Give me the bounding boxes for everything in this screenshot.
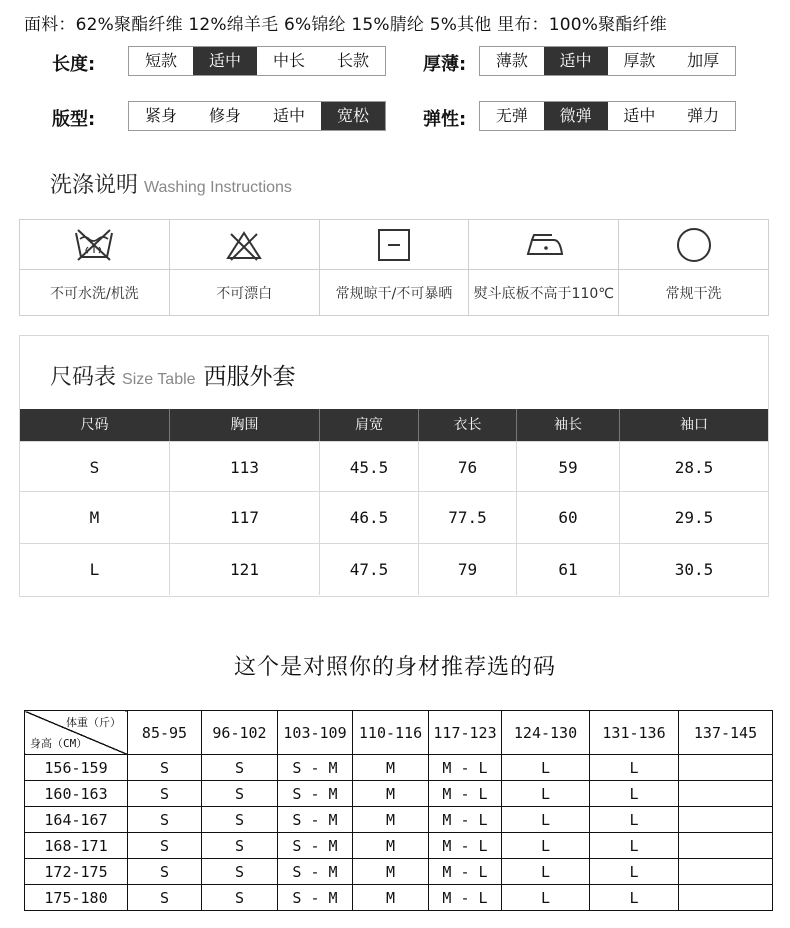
recommended-size-cell: M xyxy=(353,755,429,781)
table-row xyxy=(20,491,768,543)
size-table-title xyxy=(50,358,296,391)
wash-item-text: 熨斗底板不高于110℃ xyxy=(473,285,615,302)
size-cell: 117 xyxy=(170,492,320,543)
size-cell: 79 xyxy=(419,544,517,595)
thickness-option-3[interactable]: 加厚 xyxy=(687,51,720,70)
recommended-size-cell xyxy=(679,885,773,911)
recommended-size-cell: L xyxy=(590,859,679,885)
height-axis-label: 身高（CM） xyxy=(30,737,88,750)
recommended-size-cell: S - M xyxy=(278,859,353,885)
size-cell: 76 xyxy=(419,442,517,493)
recommend-header-row xyxy=(25,711,773,755)
recommended-size-cell xyxy=(679,755,773,781)
length-selector[interactable] xyxy=(128,46,386,76)
table-row xyxy=(20,543,768,595)
size-col-header: 袖长 xyxy=(517,409,620,441)
size-col-header: 胸围 xyxy=(170,409,320,441)
length-label: 长度: xyxy=(52,54,96,75)
size-cell: 121 xyxy=(170,544,320,595)
recommended-size-cell: M xyxy=(353,885,429,911)
recommended-size-cell: S xyxy=(128,885,202,911)
recommended-size-cell: L xyxy=(590,807,679,833)
recommend-table xyxy=(24,710,773,911)
height-range-cell: 168-171 xyxy=(25,833,128,859)
table-row xyxy=(25,885,773,911)
elasticity-option-3[interactable]: 弹力 xyxy=(687,106,720,125)
recommended-size-cell: L xyxy=(502,755,590,781)
fit-option-2[interactable]: 适中 xyxy=(272,106,305,125)
weight-range-header: 110-116 xyxy=(353,711,429,755)
weight-range-header: 137-145 xyxy=(679,711,773,755)
size-col-header: 尺码 xyxy=(20,409,170,441)
fit-selector[interactable] xyxy=(128,101,386,131)
table-row xyxy=(25,755,773,781)
recommended-size-cell: L xyxy=(590,833,679,859)
recommended-size-cell: S xyxy=(202,833,278,859)
recommended-size-cell: S xyxy=(128,807,202,833)
size-cell: 113 xyxy=(170,442,320,493)
recommended-size-cell: S - M xyxy=(278,885,353,911)
fit-option-3[interactable]: 宽松 xyxy=(321,102,385,130)
recommended-size-cell: S xyxy=(128,859,202,885)
recommended-size-cell: M - L xyxy=(429,755,502,781)
recommended-size-cell: L xyxy=(590,755,679,781)
weight-range-header: 131-136 xyxy=(590,711,679,755)
wash-item-text: 常规干洗 xyxy=(665,285,722,302)
recommended-size-cell xyxy=(679,859,773,885)
size-cell: 28.5 xyxy=(674,458,714,477)
recommended-size-cell: M - L xyxy=(429,781,502,807)
size-table-title-en: Size Table xyxy=(122,371,196,388)
weight-range-header: 103-109 xyxy=(278,711,353,755)
length-option-3[interactable]: 长款 xyxy=(336,51,369,70)
washing-title-en: Washing Instructions xyxy=(144,179,292,196)
weight-range-header: 96-102 xyxy=(202,711,278,755)
recommended-size-cell xyxy=(679,833,773,859)
recommended-size-cell: M - L xyxy=(429,833,502,859)
line-dry-icon xyxy=(320,220,469,270)
weight-range-header: 85-95 xyxy=(128,711,202,755)
recommended-size-cell: S xyxy=(202,807,278,833)
size-cell: 45.5 xyxy=(320,442,419,493)
elasticity-selector[interactable] xyxy=(479,101,736,131)
elasticity-option-0[interactable]: 无弹 xyxy=(495,106,528,125)
recommended-size-cell: M xyxy=(353,781,429,807)
size-cell: S xyxy=(20,442,170,493)
weight-range-header: 117-123 xyxy=(429,711,502,755)
recommended-size-cell: S xyxy=(202,755,278,781)
thickness-label: 厚薄: xyxy=(423,54,467,75)
recommended-size-cell: L xyxy=(502,833,590,859)
table-row xyxy=(25,781,773,807)
size-table-header xyxy=(20,409,768,441)
size-cell: 30.5 xyxy=(674,560,714,579)
recommended-size-cell: S - M xyxy=(278,807,353,833)
size-table xyxy=(19,335,769,597)
size-cell: 47.5 xyxy=(320,544,419,595)
recommended-size-cell: M - L xyxy=(429,859,502,885)
recommended-size-cell: M xyxy=(353,833,429,859)
wash-item-text: 常规晾干/不可暴晒 xyxy=(335,285,453,302)
recommended-size-cell: L xyxy=(502,859,590,885)
recommended-size-cell: S xyxy=(202,781,278,807)
recommended-size-cell: L xyxy=(502,807,590,833)
height-range-cell: 156-159 xyxy=(25,755,128,781)
size-cell: 61 xyxy=(517,544,620,595)
iron-icon xyxy=(469,220,618,270)
thickness-option-0[interactable]: 薄款 xyxy=(495,51,528,70)
recommended-size-cell xyxy=(679,781,773,807)
wash-item-line-dry xyxy=(320,220,470,315)
size-col-header: 袖口 xyxy=(680,417,708,433)
no-bleach-icon xyxy=(170,220,319,270)
recommended-size-cell: L xyxy=(502,885,590,911)
washing-title xyxy=(50,168,292,199)
thickness-option-2[interactable]: 厚款 xyxy=(623,51,656,70)
wash-item-no-wash xyxy=(20,220,170,315)
washing-title-cn: 洗涤说明 xyxy=(50,173,139,198)
size-cell: 77.5 xyxy=(419,492,517,543)
size-col-header: 肩宽 xyxy=(320,409,419,441)
thickness-selector[interactable] xyxy=(479,46,736,76)
wash-item-text: 不可漂白 xyxy=(216,285,273,302)
recommended-size-cell xyxy=(679,807,773,833)
size-col-header: 衣长 xyxy=(419,409,517,441)
length-option-0[interactable]: 短款 xyxy=(144,51,177,70)
recommended-size-cell: S - M xyxy=(278,781,353,807)
dry-clean-icon xyxy=(619,220,768,270)
washing-table xyxy=(19,219,769,316)
recommended-size-cell: M xyxy=(353,807,429,833)
wash-item-text: 不可水洗/机洗 xyxy=(50,285,139,302)
recommended-size-cell: S - M xyxy=(278,833,353,859)
wash-item-no-bleach xyxy=(170,220,320,315)
recommend-corner-cell xyxy=(25,711,128,755)
recommended-size-cell: S - M xyxy=(278,755,353,781)
table-row xyxy=(20,441,768,493)
fit-option-1[interactable]: 修身 xyxy=(208,106,241,125)
size-cell: 60 xyxy=(517,492,620,543)
fit-label: 版型: xyxy=(52,109,96,130)
recommended-size-cell: M - L xyxy=(429,807,502,833)
size-cell: L xyxy=(20,544,170,595)
wash-item-iron xyxy=(469,220,619,315)
recommended-size-cell: S xyxy=(202,859,278,885)
table-row xyxy=(25,833,773,859)
weight-range-header: 124-130 xyxy=(502,711,590,755)
size-cell: 46.5 xyxy=(320,492,419,543)
elasticity-option-2[interactable]: 适中 xyxy=(623,106,656,125)
size-cell: 59 xyxy=(517,442,620,493)
recommended-size-cell: S xyxy=(128,781,202,807)
wash-item-dry-clean xyxy=(619,220,768,315)
recommended-size-cell: S xyxy=(128,755,202,781)
size-table-title-cn: 尺码表 xyxy=(50,365,117,390)
table-row xyxy=(25,859,773,885)
no-wash-icon xyxy=(20,220,169,270)
size-cell: 29.5 xyxy=(674,508,714,527)
elasticity-option-1[interactable]: 微弹 xyxy=(544,102,608,130)
fit-option-0[interactable]: 紧身 xyxy=(144,106,177,125)
thickness-option-1[interactable]: 适中 xyxy=(544,47,608,75)
size-table-category: 西服外套 xyxy=(203,364,296,390)
recommended-size-cell: L xyxy=(502,781,590,807)
height-range-cell: 160-163 xyxy=(25,781,128,807)
size-cell: M xyxy=(20,492,170,543)
height-range-cell: 175-180 xyxy=(25,885,128,911)
recommended-size-cell: M xyxy=(353,859,429,885)
recommended-size-cell: L xyxy=(590,781,679,807)
recommended-size-cell: S xyxy=(202,885,278,911)
length-option-2[interactable]: 中长 xyxy=(272,51,305,70)
elasticity-label: 弹性: xyxy=(423,109,467,130)
table-row xyxy=(25,807,773,833)
recommended-size-cell: S xyxy=(128,833,202,859)
recommended-size-cell: M - L xyxy=(429,885,502,911)
height-range-cell: 164-167 xyxy=(25,807,128,833)
recommended-size-cell: L xyxy=(590,885,679,911)
fabric-composition: 面料：62%聚酯纤维 12%绵羊毛 6%锦纶 15%腈纶 5%其他 里布：100%聚酯纤维 xyxy=(24,15,667,35)
weight-axis-label: 体重（斤） xyxy=(66,716,121,729)
length-option-1[interactable]: 适中 xyxy=(193,47,257,75)
height-range-cell: 172-175 xyxy=(25,859,128,885)
recommend-title: 这个是对照你的身材推荐选的码 xyxy=(233,655,556,680)
